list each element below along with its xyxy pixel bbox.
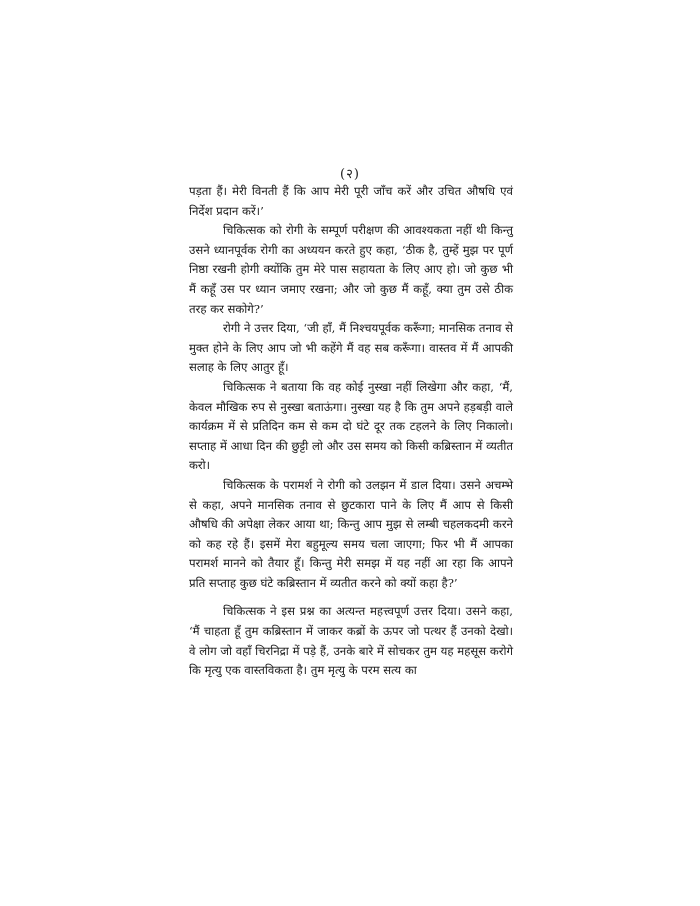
paragraph: रोगी ने उत्तर दिया, ‘जी हाँ, मैं निश्चयपूर्वक करूँगा; मानसिक तनाव से मुक्त होने के लिए आप जो भी कहेंगे मैं वह सब करूँगा। वास्तव में मैं आपकी सलाह के लिए आतुर हूँ। [189, 321, 513, 375]
paragraph-continuation: पड़ता हैं। मेरी विनती हैं कि आप मेरी पूरी जाँच करें और उचित औषधि एवं निर्देश प्रदान करें।’ [189, 184, 513, 218]
paragraph: चिकित्सक को रोगी के सम्पूर्ण परीक्षण की आवश्यकता नहीं थी किन्तु उसने ध्यानपूर्वक रोगी का अध्ययन करते हुए कहा, ‘ठीक है, तुम्हें मुझ पर पूर्ण निष्ठा रखनी होगी क्योंकि तुम मेरे पास सहायता के लिए आए हो। जो कुछ भी मैं कहूँ उस पर ध्यान जमाए रखना; और जो कुछ मैं कहूँ, क्या तुम उसे ठीक तरह कर सकोगे?’ [189, 223, 513, 316]
paragraph: चिकित्सक ने इस प्रश्न का अत्यन्त महत्त्वपूर्ण उत्तर दिया। उसने कहा, ‘मैं चाहता हूँ तुम कब्रिस्तान में जाकर कब्रों के ऊपर जो पत्थर हैं उनको देखो। वे लोग जो वहाँ चिरनिद्रा में पड़े हैं, उनके बारे में सोचकर तुम यह महसूस करोगे कि मृत्यु एक वास्तविकता है। तुम मृत्यु के परम सत्य का [189, 604, 513, 678]
paragraph: चिकित्सक ने बताया कि वह कोई नुस्खा नहीं लिखेगा और कहा, ‘मैं, केवल मौखिक रुप से नुस्खा बताऊंगा। नुस्खा यह है कि तुम अपने हड़बड़ी वाले कार्यक्रम में से प्रतिदिन कम से कम दो घंटे दूर तक टहलने के लिए निकालो। सप्ताह में आधा दिन की छुट्टी लो और उस समय को किसी कब्रिस्तान में व्यतीत करो। [189, 379, 513, 473]
body-text [189, 182, 513, 681]
page-number: (२) [340, 167, 360, 182]
paragraph: चिकित्सक के परामर्श ने रोगी को उलझन में डाल दिया। उसने अचम्भे से कहा, अपने मानसिक तनाव से छुटकारा पाने के लिए मैं आप से किसी औषधि की अपेक्षा लेकर आया था; किन्तु आप मुझ से लम्बी चहलकदमी करने को कह रहे हैं। इसमें मेरा बहुमूल्य समय चला जाएगा; फिर भी मैं आपका परामर्श मानने को तैयार हूँ। किन्तु मेरी समझ में यह नहीं आ रहा कि आपने प्रति सप्ताह कुछ घंटे कब्रिस्तान में व्यतीत करने को क्यों कहा है?’ [189, 477, 513, 590]
